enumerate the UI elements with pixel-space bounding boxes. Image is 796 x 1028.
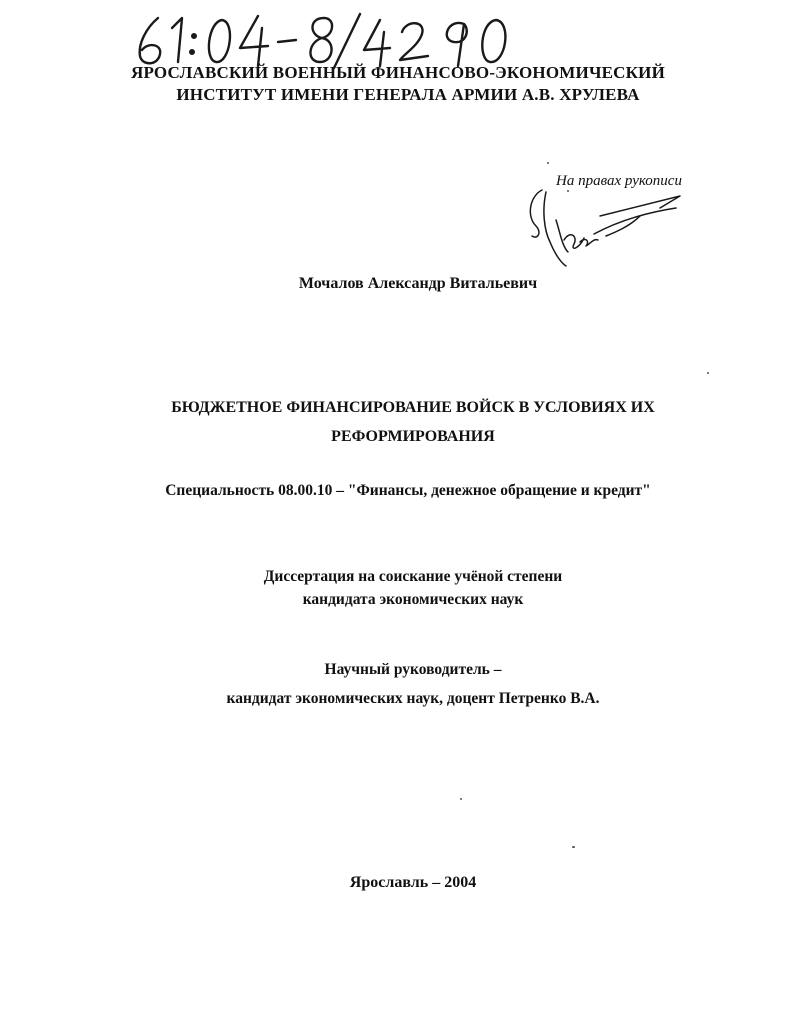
supervisor-name: кандидат экономических наук, доцент Петренко В.А.: [226, 690, 600, 707]
degree-statement: [0, 565, 796, 611]
signature: [520, 186, 690, 270]
city-year: Ярославль – 2004: [349, 874, 477, 891]
scan-speck: [572, 846, 575, 848]
institute-name-line2: ИНСТИТУТ ИМЕНИ ГЕНЕРАЛА АРМИИ А.В. ХРУЛЕВА: [176, 85, 640, 104]
signature-drawing: [520, 186, 690, 270]
handwritten-archive-number: [128, 10, 518, 70]
degree-statement-line1: Диссертация на соискание учёной степени: [263, 568, 563, 585]
author-name: Мочалов Александр Витальевич: [298, 275, 538, 292]
scan-speck: [707, 372, 709, 374]
institute-name: [0, 62, 796, 106]
specialty: Специальность 08.00.10 – "Финансы, денежное обращение и кредит": [165, 482, 651, 499]
scientific-supervisor: [0, 655, 796, 713]
dissertation-title: [0, 393, 796, 451]
supervisor-label: Научный руководитель –: [324, 661, 502, 678]
rights-note: На правах рукописи: [556, 173, 682, 189]
scan-speck: [567, 190, 569, 192]
scan-speck: [460, 798, 462, 800]
degree-statement-line2: кандидата экономических наук: [302, 591, 524, 608]
institute-name-line1: ЯРОСЛАВСКИЙ ВОЕННЫЙ ФИНАНСОВО-ЭКОНОМИЧЕСКИЙ: [130, 63, 666, 82]
dissertation-title-line2: РЕФОРМИРОВАНИЯ: [331, 428, 495, 445]
dissertation-title-line1: БЮДЖЕТНОЕ ФИНАНСИРОВАНИЕ ВОЙСК В УСЛОВИЯХ ИХ: [171, 399, 655, 416]
scan-speck: [547, 162, 549, 164]
handwritten-archive-number-drawing: [128, 10, 518, 70]
